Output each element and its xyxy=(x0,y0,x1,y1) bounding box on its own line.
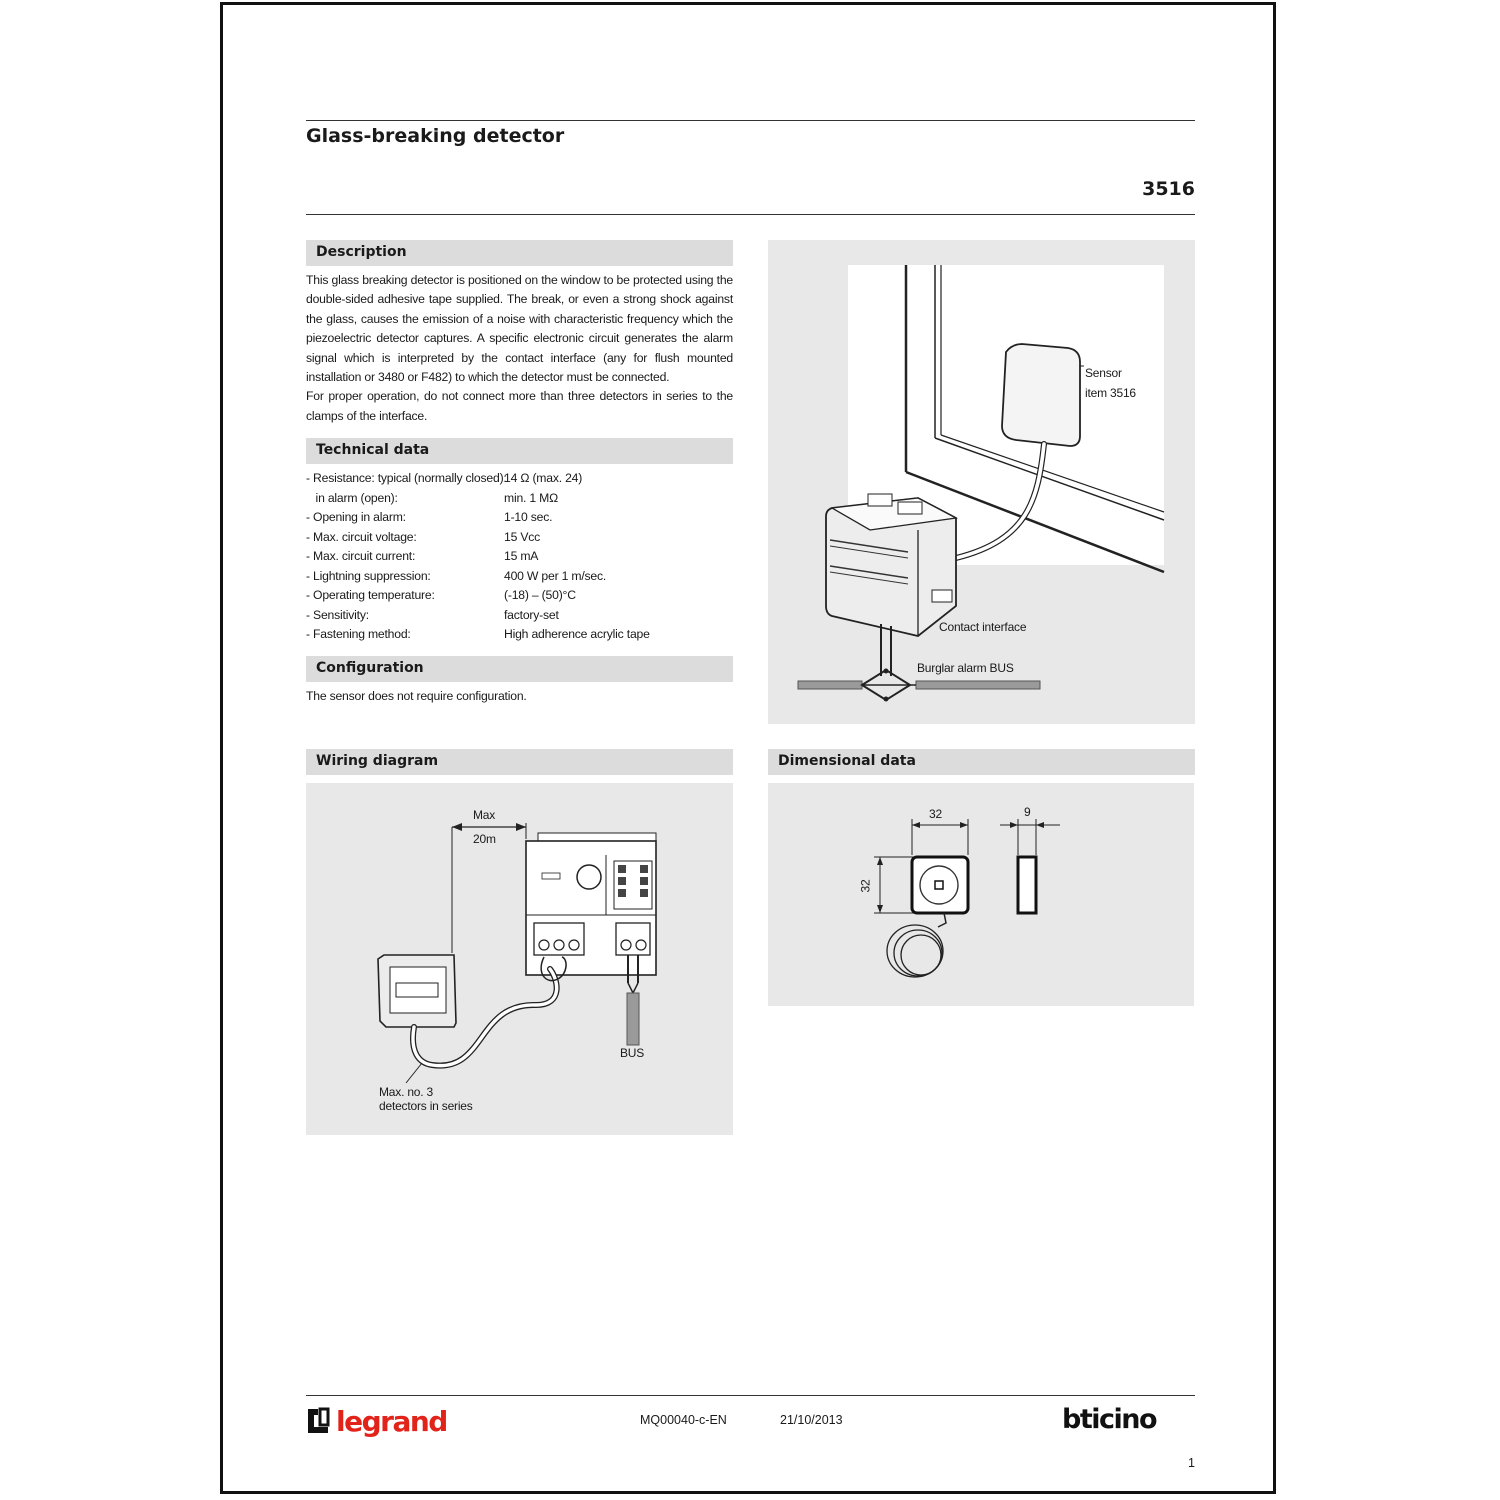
dip-2 xyxy=(618,877,626,885)
width-arrow-left xyxy=(912,822,920,828)
sensor-side-view xyxy=(1018,857,1036,913)
tech-label: - Max. circuit voltage: xyxy=(306,529,417,544)
terminal-block-right xyxy=(616,923,650,955)
legrand-logo-text: legrand xyxy=(336,1404,447,1438)
dip-5 xyxy=(640,877,648,885)
bus-junction-dot-top xyxy=(884,669,889,674)
series-label-line1: Max. no. 3 xyxy=(379,1085,434,1099)
bus-cable xyxy=(627,993,639,1045)
bus-wire-join xyxy=(628,983,638,993)
header-bottom-rule xyxy=(306,214,1195,215)
bus-cable-right xyxy=(916,681,1040,689)
series-label-line2: detectors in series xyxy=(379,1099,473,1113)
tech-value: min. 1 MΩ xyxy=(504,490,559,505)
tech-label: - Resistance: typical (normally closed): xyxy=(306,471,507,485)
bus-junction-dot-bottom xyxy=(884,697,889,702)
tech-label: - Sensitivity: xyxy=(306,607,369,622)
interface-connector xyxy=(932,590,952,602)
tech-label: - Fastening method: xyxy=(306,627,411,641)
width-label: 32 xyxy=(929,807,942,821)
tech-label: - Opening in alarm: xyxy=(306,510,406,524)
document-code: MQ00040-c-EN xyxy=(640,1413,727,1427)
sensor-label-line2: item 3516 xyxy=(1085,386,1136,400)
description-heading: Description xyxy=(306,240,733,266)
cable-coil-3 xyxy=(901,935,941,975)
installation-figure-panel xyxy=(768,240,1195,724)
bus-label: Burglar alarm BUS xyxy=(917,661,1014,675)
legrand-logo xyxy=(306,1404,447,1438)
tech-label: - Max. circuit current: xyxy=(306,549,416,563)
height-arrow-top xyxy=(877,857,883,865)
tech-label: in alarm (open): xyxy=(306,490,398,505)
distance-arrow-head-right xyxy=(516,823,526,831)
tech-label: - Operating temperature: xyxy=(306,588,435,602)
page-title: Glass-breaking detector xyxy=(306,125,565,147)
wiring-illustration xyxy=(306,783,733,1135)
document-date: 21/10/2013 xyxy=(780,1413,843,1427)
dimensions-illustration xyxy=(768,783,1194,1006)
distance-label: 20m xyxy=(473,832,496,846)
detector-window xyxy=(396,983,438,997)
interface-terminal-2 xyxy=(898,502,922,514)
depth-arrow-right xyxy=(1036,822,1044,828)
tech-value: 1-10 sec. xyxy=(504,510,553,524)
max-label: Max xyxy=(473,808,496,822)
dip-4 xyxy=(640,865,648,873)
interface-terminal-1 xyxy=(868,494,892,506)
dip-6 xyxy=(640,889,648,897)
description-text xyxy=(306,271,733,426)
description-paragraph-1: This glass breaking detector is positioned on the window to be protected using the double-sided adhesive tape supplied. The break, or even a strong shock against the glass, causes the emission of a noise with characteristic frequency which the piezoelectric detector captures. A specific electronic circuit generates the alarm signal which is interpreted by the contact interface (any for flush mounted installation or 3480 or F482) to which the detector must be connected. xyxy=(306,273,733,385)
depth-arrow-left xyxy=(1010,822,1018,828)
interface-top-clips xyxy=(538,833,656,841)
wiring-diagram-panel xyxy=(306,783,733,1135)
installation-illustration xyxy=(768,240,1195,724)
page-frame xyxy=(220,2,1276,1494)
cable-exit xyxy=(938,913,946,927)
configuration-heading: Configuration xyxy=(306,656,733,682)
description-paragraph-2: For proper operation, do not connect more than three detectors in series to the clamps of the interface. xyxy=(306,389,733,423)
bticino-logo xyxy=(1062,1404,1156,1435)
tech-value: 15 Vcc xyxy=(504,529,541,544)
interface-label: Contact interface xyxy=(939,620,1027,634)
width-arrow-right xyxy=(960,822,968,828)
series-leader xyxy=(406,1063,422,1083)
technical-heading: Technical data xyxy=(306,438,733,464)
tech-value: factory-set xyxy=(504,607,559,622)
height-arrow-bottom xyxy=(877,905,883,913)
legrand-logo-mark-icon xyxy=(306,1407,330,1435)
bus-cable-left xyxy=(798,681,862,689)
page-number: 1 xyxy=(1188,1456,1195,1470)
header-top-rule xyxy=(306,120,1195,121)
sensor-front-center xyxy=(935,881,943,889)
dip-3 xyxy=(618,889,626,897)
tech-value: (-18) – (50)°C xyxy=(504,588,576,602)
product-code: 3516 xyxy=(1142,178,1195,200)
tech-value: 15 mA xyxy=(504,549,539,563)
sensor-label-line1: Sensor xyxy=(1085,366,1122,380)
dimensions-panel xyxy=(768,783,1194,1006)
wiring-heading: Wiring diagram xyxy=(306,749,733,775)
depth-label: 9 xyxy=(1024,805,1031,819)
bticino-logo-text: bticino xyxy=(1062,1404,1157,1435)
dimensions-heading: Dimensional data xyxy=(768,749,1195,775)
footer-rule xyxy=(306,1395,1195,1396)
tech-value: High adherence acrylic tape xyxy=(504,627,650,641)
sensor-body xyxy=(1002,344,1080,446)
wiring-bus-label: BUS xyxy=(620,1046,645,1060)
tech-label: - Lightning suppression: xyxy=(306,568,431,583)
dip-1 xyxy=(618,865,626,873)
height-label: 32 xyxy=(858,879,873,893)
tech-value: 400 W per 1 m/sec. xyxy=(504,568,607,583)
distance-arrow-head-left xyxy=(452,823,462,831)
tech-value: 14 Ω (max. 24) xyxy=(504,471,583,485)
configuration-text: The sensor does not require configuration. xyxy=(306,689,527,703)
